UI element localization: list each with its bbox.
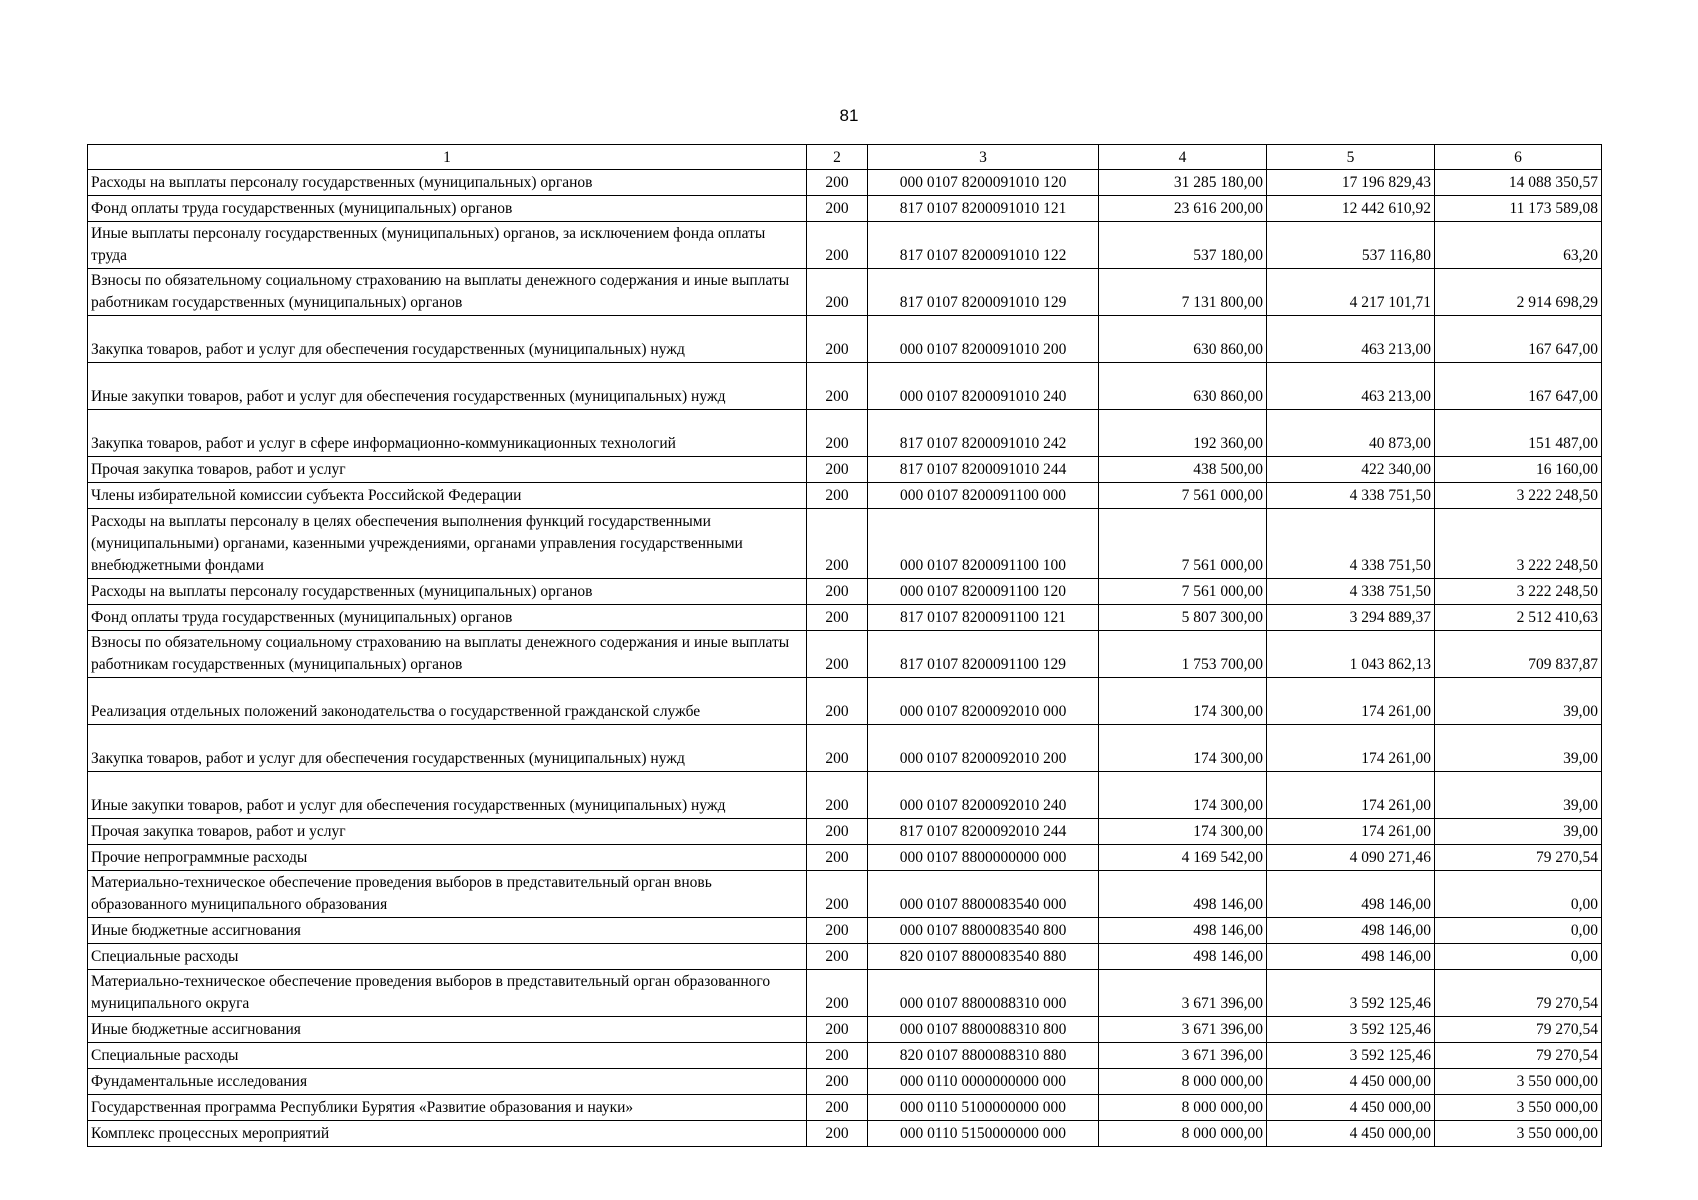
row-executed-amount-cell: 4 090 271,46 (1267, 845, 1435, 871)
row-name-cell: Расходы на выплаты персоналу в целях обеспечения выполнения функций государственными (муниципальными) органами, казенными учреждениями, органами управления государственными внебюджетными фондами (88, 509, 807, 579)
row-code-cell: 200 (807, 196, 868, 222)
row-remainder-amount-cell: 14 088 350,57 (1435, 170, 1602, 196)
table-row (88, 483, 1602, 509)
row-executed-amount-cell: 17 196 829,43 (1267, 170, 1435, 196)
row-classification-cell: 000 0107 8200091010 200 (868, 316, 1099, 363)
row-executed-amount-cell: 3 294 889,37 (1267, 605, 1435, 631)
table-row (88, 678, 1602, 725)
table-row (88, 772, 1602, 819)
row-code-cell: 200 (807, 678, 868, 725)
row-remainder-amount-cell: 709 837,87 (1435, 631, 1602, 678)
row-plan-amount-cell: 7 561 000,00 (1099, 483, 1267, 509)
row-code-cell: 200 (807, 1121, 868, 1147)
row-executed-amount-cell: 422 340,00 (1267, 457, 1435, 483)
row-remainder-amount-cell: 39,00 (1435, 819, 1602, 845)
row-name-cell: Фонд оплаты труда государственных (муниципальных) органов (88, 196, 807, 222)
row-executed-amount-cell: 174 261,00 (1267, 678, 1435, 725)
row-plan-amount-cell: 8 000 000,00 (1099, 1069, 1267, 1095)
row-name-cell: Взносы по обязательному социальному страхованию на выплаты денежного содержания и иные выплаты работникам государственных (муниципальных) органов (88, 269, 807, 316)
row-code-cell: 200 (807, 772, 868, 819)
row-code-cell: 200 (807, 1043, 868, 1069)
row-plan-amount-cell: 3 671 396,00 (1099, 1017, 1267, 1043)
row-name-cell: Закупка товаров, работ и услуг для обеспечения государственных (муниципальных) нужд (88, 725, 807, 772)
row-remainder-amount-cell: 2 512 410,63 (1435, 605, 1602, 631)
row-classification-cell: 000 0107 8200092010 240 (868, 772, 1099, 819)
row-plan-amount-cell: 7 131 800,00 (1099, 269, 1267, 316)
row-remainder-amount-cell: 79 270,54 (1435, 1043, 1602, 1069)
row-executed-amount-cell: 498 146,00 (1267, 944, 1435, 970)
row-name-cell: Прочие непрограммные расходы (88, 845, 807, 871)
row-classification-cell: 000 0110 5100000000 000 (868, 1095, 1099, 1121)
row-executed-amount-cell: 174 261,00 (1267, 819, 1435, 845)
row-name-cell: Взносы по обязательному социальному страхованию на выплаты денежного содержания и иные выплаты работникам государственных (муниципальных) органов (88, 631, 807, 678)
row-executed-amount-cell: 1 043 862,13 (1267, 631, 1435, 678)
row-executed-amount-cell: 4 217 101,71 (1267, 269, 1435, 316)
row-code-cell: 200 (807, 1017, 868, 1043)
row-remainder-amount-cell: 39,00 (1435, 678, 1602, 725)
row-code-cell: 200 (807, 457, 868, 483)
row-classification-cell: 817 0107 8200091100 129 (868, 631, 1099, 678)
row-plan-amount-cell: 174 300,00 (1099, 678, 1267, 725)
row-executed-amount-cell: 4 450 000,00 (1267, 1095, 1435, 1121)
row-executed-amount-cell: 174 261,00 (1267, 772, 1435, 819)
row-plan-amount-cell: 3 671 396,00 (1099, 1043, 1267, 1069)
row-classification-cell: 817 0107 8200091010 129 (868, 269, 1099, 316)
row-classification-cell: 820 0107 8800083540 880 (868, 944, 1099, 970)
row-remainder-amount-cell: 3 550 000,00 (1435, 1069, 1602, 1095)
row-remainder-amount-cell: 11 173 589,08 (1435, 196, 1602, 222)
row-code-cell: 200 (807, 1069, 868, 1095)
row-name-cell: Расходы на выплаты персоналу государственных (муниципальных) органов (88, 579, 807, 605)
column-header: 4 (1099, 145, 1267, 170)
row-name-cell: Иные бюджетные ассигнования (88, 1017, 807, 1043)
table-row (88, 918, 1602, 944)
row-name-cell: Реализация отдельных положений законодательства о государственной гражданской службе (88, 678, 807, 725)
row-executed-amount-cell: 4 450 000,00 (1267, 1069, 1435, 1095)
row-code-cell: 200 (807, 363, 868, 410)
row-classification-cell: 817 0107 8200091010 244 (868, 457, 1099, 483)
row-classification-cell: 000 0107 8200091010 240 (868, 363, 1099, 410)
row-remainder-amount-cell: 79 270,54 (1435, 970, 1602, 1017)
table-row (88, 871, 1602, 918)
row-code-cell: 200 (807, 819, 868, 845)
row-executed-amount-cell: 4 338 751,50 (1267, 579, 1435, 605)
row-remainder-amount-cell: 3 222 248,50 (1435, 579, 1602, 605)
row-classification-cell: 000 0107 8200091100 100 (868, 509, 1099, 579)
row-name-cell: Закупка товаров, работ и услуг для обеспечения государственных (муниципальных) нужд (88, 316, 807, 363)
row-remainder-amount-cell: 0,00 (1435, 918, 1602, 944)
row-code-cell: 200 (807, 170, 868, 196)
table-row (88, 1095, 1602, 1121)
row-classification-cell: 000 0107 8200091010 120 (868, 170, 1099, 196)
row-code-cell: 200 (807, 918, 868, 944)
row-code-cell: 200 (807, 605, 868, 631)
table-row (88, 1017, 1602, 1043)
table-row (88, 410, 1602, 457)
row-remainder-amount-cell: 0,00 (1435, 871, 1602, 918)
row-code-cell: 200 (807, 725, 868, 772)
row-name-cell: Закупка товаров, работ и услуг в сфере информационно-коммуникационных технологий (88, 410, 807, 457)
row-plan-amount-cell: 438 500,00 (1099, 457, 1267, 483)
row-classification-cell: 000 0107 8200091100 000 (868, 483, 1099, 509)
row-plan-amount-cell: 192 360,00 (1099, 410, 1267, 457)
table-row (88, 631, 1602, 678)
row-code-cell: 200 (807, 970, 868, 1017)
row-executed-amount-cell: 3 592 125,46 (1267, 970, 1435, 1017)
row-classification-cell: 817 0107 8200091100 121 (868, 605, 1099, 631)
budget-execution-table (87, 144, 1602, 1147)
column-number-row (88, 145, 1602, 170)
row-code-cell: 200 (807, 871, 868, 918)
table-row (88, 457, 1602, 483)
row-executed-amount-cell: 3 592 125,46 (1267, 1043, 1435, 1069)
row-executed-amount-cell: 174 261,00 (1267, 725, 1435, 772)
row-code-cell: 200 (807, 269, 868, 316)
table-row (88, 196, 1602, 222)
row-executed-amount-cell: 4 450 000,00 (1267, 1121, 1435, 1147)
row-name-cell: Материально-техническое обеспечение проведения выборов в представительный орган вновь образованного муниципального образования (88, 871, 807, 918)
row-plan-amount-cell: 174 300,00 (1099, 819, 1267, 845)
row-name-cell: Государственная программа Республики Бурятия «Развитие образования и науки» (88, 1095, 807, 1121)
row-code-cell: 200 (807, 579, 868, 605)
row-name-cell: Прочая закупка товаров, работ и услуг (88, 819, 807, 845)
table-row (88, 605, 1602, 631)
column-header: 1 (88, 145, 807, 170)
table-row (88, 509, 1602, 579)
row-code-cell: 200 (807, 410, 868, 457)
row-classification-cell: 000 0110 0000000000 000 (868, 1069, 1099, 1095)
row-classification-cell: 000 0110 5150000000 000 (868, 1121, 1099, 1147)
row-name-cell: Материально-техническое обеспечение проведения выборов в представительный орган образованного муниципального округа (88, 970, 807, 1017)
row-plan-amount-cell: 630 860,00 (1099, 363, 1267, 410)
row-executed-amount-cell: 12 442 610,92 (1267, 196, 1435, 222)
table-row (88, 944, 1602, 970)
row-remainder-amount-cell: 167 647,00 (1435, 363, 1602, 410)
row-plan-amount-cell: 7 561 000,00 (1099, 509, 1267, 579)
table-row (88, 1121, 1602, 1147)
row-remainder-amount-cell: 167 647,00 (1435, 316, 1602, 363)
page-number: 81 (839, 106, 859, 125)
row-plan-amount-cell: 498 146,00 (1099, 871, 1267, 918)
row-plan-amount-cell: 630 860,00 (1099, 316, 1267, 363)
row-remainder-amount-cell: 3 222 248,50 (1435, 483, 1602, 509)
table-row (88, 819, 1602, 845)
row-executed-amount-cell: 537 116,80 (1267, 222, 1435, 269)
row-executed-amount-cell: 463 213,00 (1267, 363, 1435, 410)
row-plan-amount-cell: 4 169 542,00 (1099, 845, 1267, 871)
row-code-cell: 200 (807, 483, 868, 509)
row-classification-cell: 817 0107 8200091010 242 (868, 410, 1099, 457)
row-name-cell: Специальные расходы (88, 1043, 807, 1069)
row-name-cell: Иные бюджетные ассигнования (88, 918, 807, 944)
table-row (88, 1043, 1602, 1069)
row-classification-cell: 000 0107 8200092010 200 (868, 725, 1099, 772)
row-name-cell: Фонд оплаты труда государственных (муниципальных) органов (88, 605, 807, 631)
row-executed-amount-cell: 498 146,00 (1267, 918, 1435, 944)
column-header: 3 (868, 145, 1099, 170)
row-classification-cell: 820 0107 8800088310 880 (868, 1043, 1099, 1069)
row-code-cell: 200 (807, 944, 868, 970)
row-executed-amount-cell: 498 146,00 (1267, 871, 1435, 918)
row-remainder-amount-cell: 79 270,54 (1435, 845, 1602, 871)
row-classification-cell: 000 0107 8200091100 120 (868, 579, 1099, 605)
row-plan-amount-cell: 7 561 000,00 (1099, 579, 1267, 605)
table-row (88, 316, 1602, 363)
row-remainder-amount-cell: 39,00 (1435, 725, 1602, 772)
row-code-cell: 200 (807, 845, 868, 871)
table-row (88, 970, 1602, 1017)
row-code-cell: 200 (807, 222, 868, 269)
row-name-cell: Иные закупки товаров, работ и услуг для обеспечения государственных (муниципальных) нужд (88, 772, 807, 819)
row-code-cell: 200 (807, 631, 868, 678)
row-classification-cell: 000 0107 8800083540 000 (868, 871, 1099, 918)
row-plan-amount-cell: 1 753 700,00 (1099, 631, 1267, 678)
row-plan-amount-cell: 174 300,00 (1099, 725, 1267, 772)
table-row (88, 579, 1602, 605)
row-classification-cell: 817 0107 8200091010 121 (868, 196, 1099, 222)
row-classification-cell: 000 0107 8800088310 800 (868, 1017, 1099, 1043)
row-name-cell: Фундаментальные исследования (88, 1069, 807, 1095)
row-plan-amount-cell: 537 180,00 (1099, 222, 1267, 269)
row-plan-amount-cell: 3 671 396,00 (1099, 970, 1267, 1017)
row-code-cell: 200 (807, 509, 868, 579)
row-name-cell: Комплекс процессных мероприятий (88, 1121, 807, 1147)
table-body (88, 170, 1602, 1147)
row-classification-cell: 817 0107 8200091010 122 (868, 222, 1099, 269)
row-classification-cell: 000 0107 8800088310 000 (868, 970, 1099, 1017)
row-classification-cell: 000 0107 8800083540 800 (868, 918, 1099, 944)
row-plan-amount-cell: 174 300,00 (1099, 772, 1267, 819)
row-plan-amount-cell: 23 616 200,00 (1099, 196, 1267, 222)
row-classification-cell: 000 0107 8200092010 000 (868, 678, 1099, 725)
row-remainder-amount-cell: 63,20 (1435, 222, 1602, 269)
row-plan-amount-cell: 498 146,00 (1099, 944, 1267, 970)
row-remainder-amount-cell: 16 160,00 (1435, 457, 1602, 483)
column-header: 2 (807, 145, 868, 170)
row-executed-amount-cell: 3 592 125,46 (1267, 1017, 1435, 1043)
row-plan-amount-cell: 5 807 300,00 (1099, 605, 1267, 631)
row-plan-amount-cell: 498 146,00 (1099, 918, 1267, 944)
row-name-cell: Иные закупки товаров, работ и услуг для обеспечения государственных (муниципальных) нужд (88, 363, 807, 410)
row-name-cell: Иные выплаты персоналу государственных (муниципальных) органов, за исключением фонда оплаты труда (88, 222, 807, 269)
row-plan-amount-cell: 8 000 000,00 (1099, 1095, 1267, 1121)
row-remainder-amount-cell: 3 550 000,00 (1435, 1121, 1602, 1147)
row-classification-cell: 000 0107 8800000000 000 (868, 845, 1099, 871)
row-code-cell: 200 (807, 1095, 868, 1121)
row-executed-amount-cell: 4 338 751,50 (1267, 483, 1435, 509)
row-code-cell: 200 (807, 316, 868, 363)
row-name-cell: Члены избирательной комиссии субъекта Российской Федерации (88, 483, 807, 509)
table-row (88, 1069, 1602, 1095)
table-row (88, 170, 1602, 196)
row-remainder-amount-cell: 2 914 698,29 (1435, 269, 1602, 316)
row-name-cell: Специальные расходы (88, 944, 807, 970)
row-remainder-amount-cell: 79 270,54 (1435, 1017, 1602, 1043)
column-header: 5 (1267, 145, 1435, 170)
row-remainder-amount-cell: 0,00 (1435, 944, 1602, 970)
table-row (88, 269, 1602, 316)
row-plan-amount-cell: 31 285 180,00 (1099, 170, 1267, 196)
row-executed-amount-cell: 4 338 751,50 (1267, 509, 1435, 579)
row-remainder-amount-cell: 3 222 248,50 (1435, 509, 1602, 579)
table-row (88, 845, 1602, 871)
row-executed-amount-cell: 40 873,00 (1267, 410, 1435, 457)
table-row (88, 222, 1602, 269)
row-classification-cell: 817 0107 8200092010 244 (868, 819, 1099, 845)
row-executed-amount-cell: 463 213,00 (1267, 316, 1435, 363)
table-row (88, 363, 1602, 410)
row-name-cell: Прочая закупка товаров, работ и услуг (88, 457, 807, 483)
row-name-cell: Расходы на выплаты персоналу государственных (муниципальных) органов (88, 170, 807, 196)
row-remainder-amount-cell: 3 550 000,00 (1435, 1095, 1602, 1121)
row-remainder-amount-cell: 39,00 (1435, 772, 1602, 819)
row-plan-amount-cell: 8 000 000,00 (1099, 1121, 1267, 1147)
column-header: 6 (1435, 145, 1602, 170)
table-row (88, 725, 1602, 772)
row-remainder-amount-cell: 151 487,00 (1435, 410, 1602, 457)
